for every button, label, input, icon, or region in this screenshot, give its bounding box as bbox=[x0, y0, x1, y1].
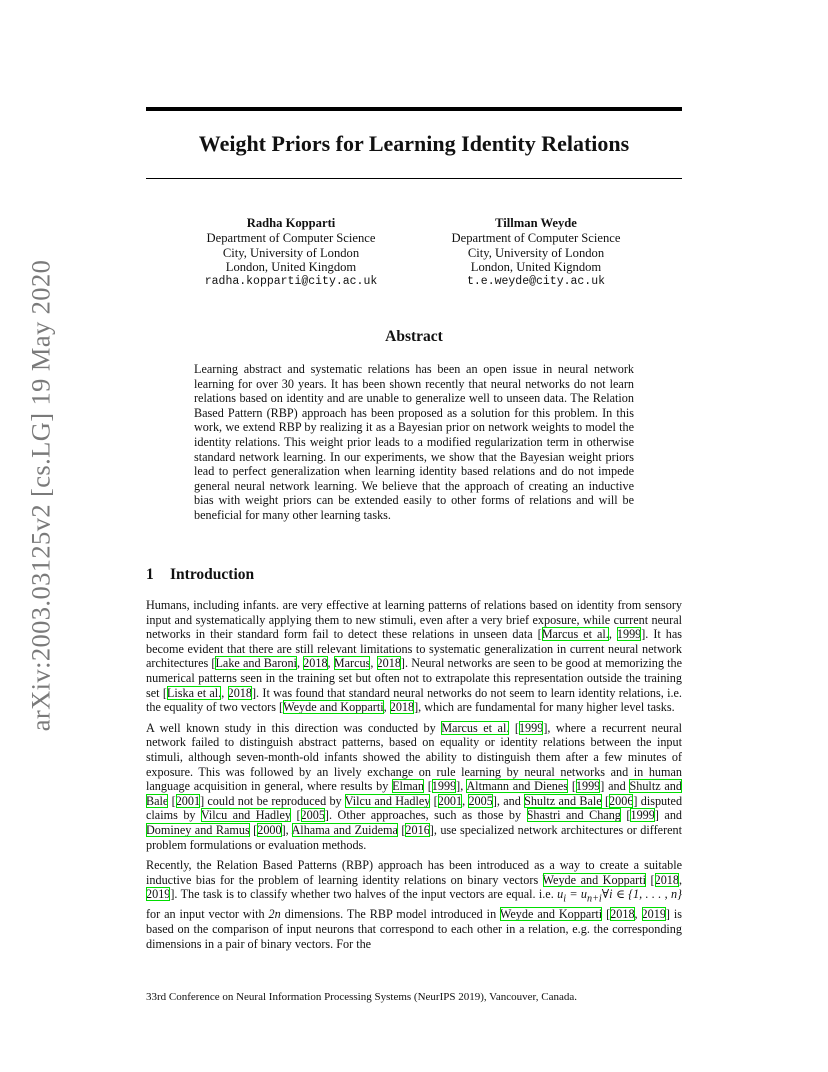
paper-title: Weight Priors for Learning Identity Relations bbox=[198, 131, 630, 156]
citation-link[interactable]: Shastri and Chang bbox=[526, 808, 621, 823]
citation-link[interactable]: 1999 bbox=[431, 779, 457, 794]
author-email[interactable]: radha.kopparti@city.ac.uk bbox=[204, 275, 378, 289]
citation-link[interactable]: Elman bbox=[392, 779, 424, 794]
author-email[interactable]: t.e.weyde@city.ac.uk bbox=[466, 275, 606, 289]
citation-link[interactable]: 1999 bbox=[575, 779, 601, 794]
math-expression: 2n bbox=[268, 907, 281, 922]
citation-link[interactable]: 2019 bbox=[641, 907, 666, 922]
section-title: Introduction bbox=[170, 566, 255, 583]
author-institution: City, University of London bbox=[222, 245, 360, 260]
citation-link[interactable]: Marcus et al. bbox=[541, 627, 609, 642]
paragraph: A well known study in this direction was conducted by Marcus et al. [1999], where a recurrent neural network failed to distinguish abstract patterns, based on equality or identity relations between the input stimuli, although seven-month-old infants showed the ability to distinguish them after a few minutes of exposure. This was followed by an lively exchange on rule learning by neural networks and in human language acquisition in general, where results by Elman [1999], Altmann and Dienes [1999] and Shultz and Bale [2001] could not be reproduced by Vilcu and Hadley [2001, 2005], and Shultz and Bale [2006] disputed claims by Vilcu and Hadley [2005]. Other approaches, such as those by Shastri and Chang [1999] and Dominey and Ramus [2000], Alhama and Zuidema [2016], use specialized network architectures or different problem formulations or evaluation methods. bbox=[146, 720, 683, 852]
citation-link[interactable]: 1999 bbox=[630, 808, 655, 823]
author-name: Tillman Weyde bbox=[495, 216, 577, 230]
citation-link[interactable]: 2005 bbox=[468, 793, 493, 808]
citation-link[interactable]: 2018 bbox=[654, 872, 679, 887]
author-name: Radha Kopparti bbox=[246, 216, 336, 230]
citation-link[interactable]: 2019 bbox=[146, 887, 171, 902]
author-block-2 bbox=[431, 216, 641, 290]
citation-link[interactable]: 2016 bbox=[405, 822, 430, 837]
title-top-rule bbox=[146, 107, 682, 111]
citation-link[interactable]: Vilcu and Hadley bbox=[200, 808, 291, 823]
paragraph: Humans, including infants. are very effective at learning patterns of relations based on identity from sensory input and systematically applying them to new stimuli, even after a very brief exposure, while current neural networks in their standard form fail to detect these relations in unseen data [Marcus et al., 1999]. It has become evident that there are still relevant limitations to systematic generalization in current neural network architectures [Lake and Baroni, 2018, Marcus, 2018]. Neural networks are seen to be good at memorizing the numerical patterns seen in the training set but often not to extrapolate this representation outside the training set [Liska et al., 2018]. It was found that standard neural networks do not seem to learn identity relations, i.e. the equality of two vectors [Weyde and Kopparti, 2018], which are fundamental for many higher level tasks. bbox=[146, 598, 683, 715]
citation-link[interactable]: Vilcu and Hadley bbox=[344, 793, 431, 808]
citation-link[interactable]: Altmann and Dienes bbox=[466, 779, 569, 794]
citation-link[interactable]: 2001 bbox=[437, 793, 463, 808]
citation-link[interactable]: 2000 bbox=[257, 822, 282, 837]
abstract-heading: Abstract bbox=[385, 328, 443, 345]
citation-link[interactable]: Lake and Baroni bbox=[215, 656, 297, 671]
section-heading bbox=[146, 566, 254, 584]
author-block-1 bbox=[186, 216, 396, 290]
citation-link[interactable]: 2018 bbox=[610, 907, 635, 922]
author-location: London, United Kingdom bbox=[225, 260, 357, 275]
author-department: Department of Computer Science bbox=[206, 230, 376, 245]
citation-link[interactable]: Shultz and Bale bbox=[524, 793, 602, 808]
section-number: 1 bbox=[146, 566, 154, 583]
citation-link[interactable]: 2001 bbox=[175, 793, 201, 808]
introduction-body bbox=[146, 598, 682, 957]
citation-link[interactable]: 2005 bbox=[300, 808, 325, 823]
citation-link[interactable]: 1999 bbox=[616, 627, 642, 642]
citation-link[interactable]: 2006 bbox=[609, 793, 634, 808]
citation-link[interactable]: Shultz and Bale bbox=[146, 779, 682, 808]
citation-link[interactable]: Marcus et al. bbox=[441, 720, 510, 735]
citation-link[interactable]: Alhama and Zuidema bbox=[291, 822, 398, 837]
citation-link[interactable]: Marcus bbox=[333, 656, 371, 671]
citation-link[interactable]: 1999 bbox=[518, 720, 544, 735]
arxiv-identifier: arXiv:2003.03125v2 [cs.LG] 19 May 2020 bbox=[25, 259, 55, 731]
paragraph: Recently, the Relation Based Patterns (RBP) approach has been introduced as a way to create a suitable inductive bias for the problem of learning identity relations on binary vectors Weyde and Kopparti [2018, 2019]. The task is to classify whether two halves of the input vectors are equal. i.e. $u_i$ = $u_{n+i}\forall i$ ∈ {1, . . . , n} for an input vector with 2n dimensions. The RBP model introduced in Weyde and Kopparti [2018, 2019] is based on the comparison of input neurons that correspond to each other in a relation, e.g. the corresponding dimensions in a pair of binary vectors. For the bbox=[146, 858, 683, 951]
author-location: London, United Kigndom bbox=[470, 260, 602, 275]
citation-link[interactable]: Weyde and Kopparti bbox=[542, 872, 647, 887]
citation-link[interactable]: Dominey and Ramus bbox=[146, 822, 250, 837]
citation-link[interactable]: 2018 bbox=[227, 685, 252, 700]
author-institution: City, University of London bbox=[467, 245, 605, 260]
citation-link[interactable]: Weyde and Kopparti bbox=[499, 907, 603, 922]
citation-link[interactable]: Liska et al. bbox=[166, 685, 222, 700]
conference-footnote: 33rd Conference on Neural Information Processing Systems (NeurIPS 2019), Vancouver, Canada. bbox=[146, 991, 578, 1003]
math-expression: $u_i$ = $u_{n+i}\forall i$ ∈ {1, . . . , n} bbox=[557, 887, 682, 905]
citation-link[interactable]: 2018 bbox=[389, 700, 415, 715]
abstract-text: Learning abstract and systematic relations has been an open issue in neural network learning for over 30 years. It has been shown recently that neural networks do not learn relations based on identity and are unable to generalize well to unseen data. The Relation Based Pattern (RBP) approach has been proposed as a solution for this problem. In this work, we extend RBP by realizing it as a Bayesian prior on network weights to model the identity relations. This weight prior leads to a modified regularization term in otherwise standard network learning. In our experiments, we show that the Bayesian weight priors lead to perfect generalization when learning identity based relations and do not impede general neural network learning. We believe that the approach of creating an inductive bias with weight priors can be extended easily to other forms of relations and will be beneficial for many other learning tasks. bbox=[194, 362, 634, 522]
citation-link[interactable]: 2018 bbox=[303, 656, 328, 671]
citation-link[interactable]: Weyde and Kopparti bbox=[283, 700, 384, 715]
title-bottom-rule bbox=[146, 178, 682, 179]
author-department: Department of Computer Science bbox=[451, 230, 621, 245]
citation-link[interactable]: 2018 bbox=[376, 656, 401, 671]
